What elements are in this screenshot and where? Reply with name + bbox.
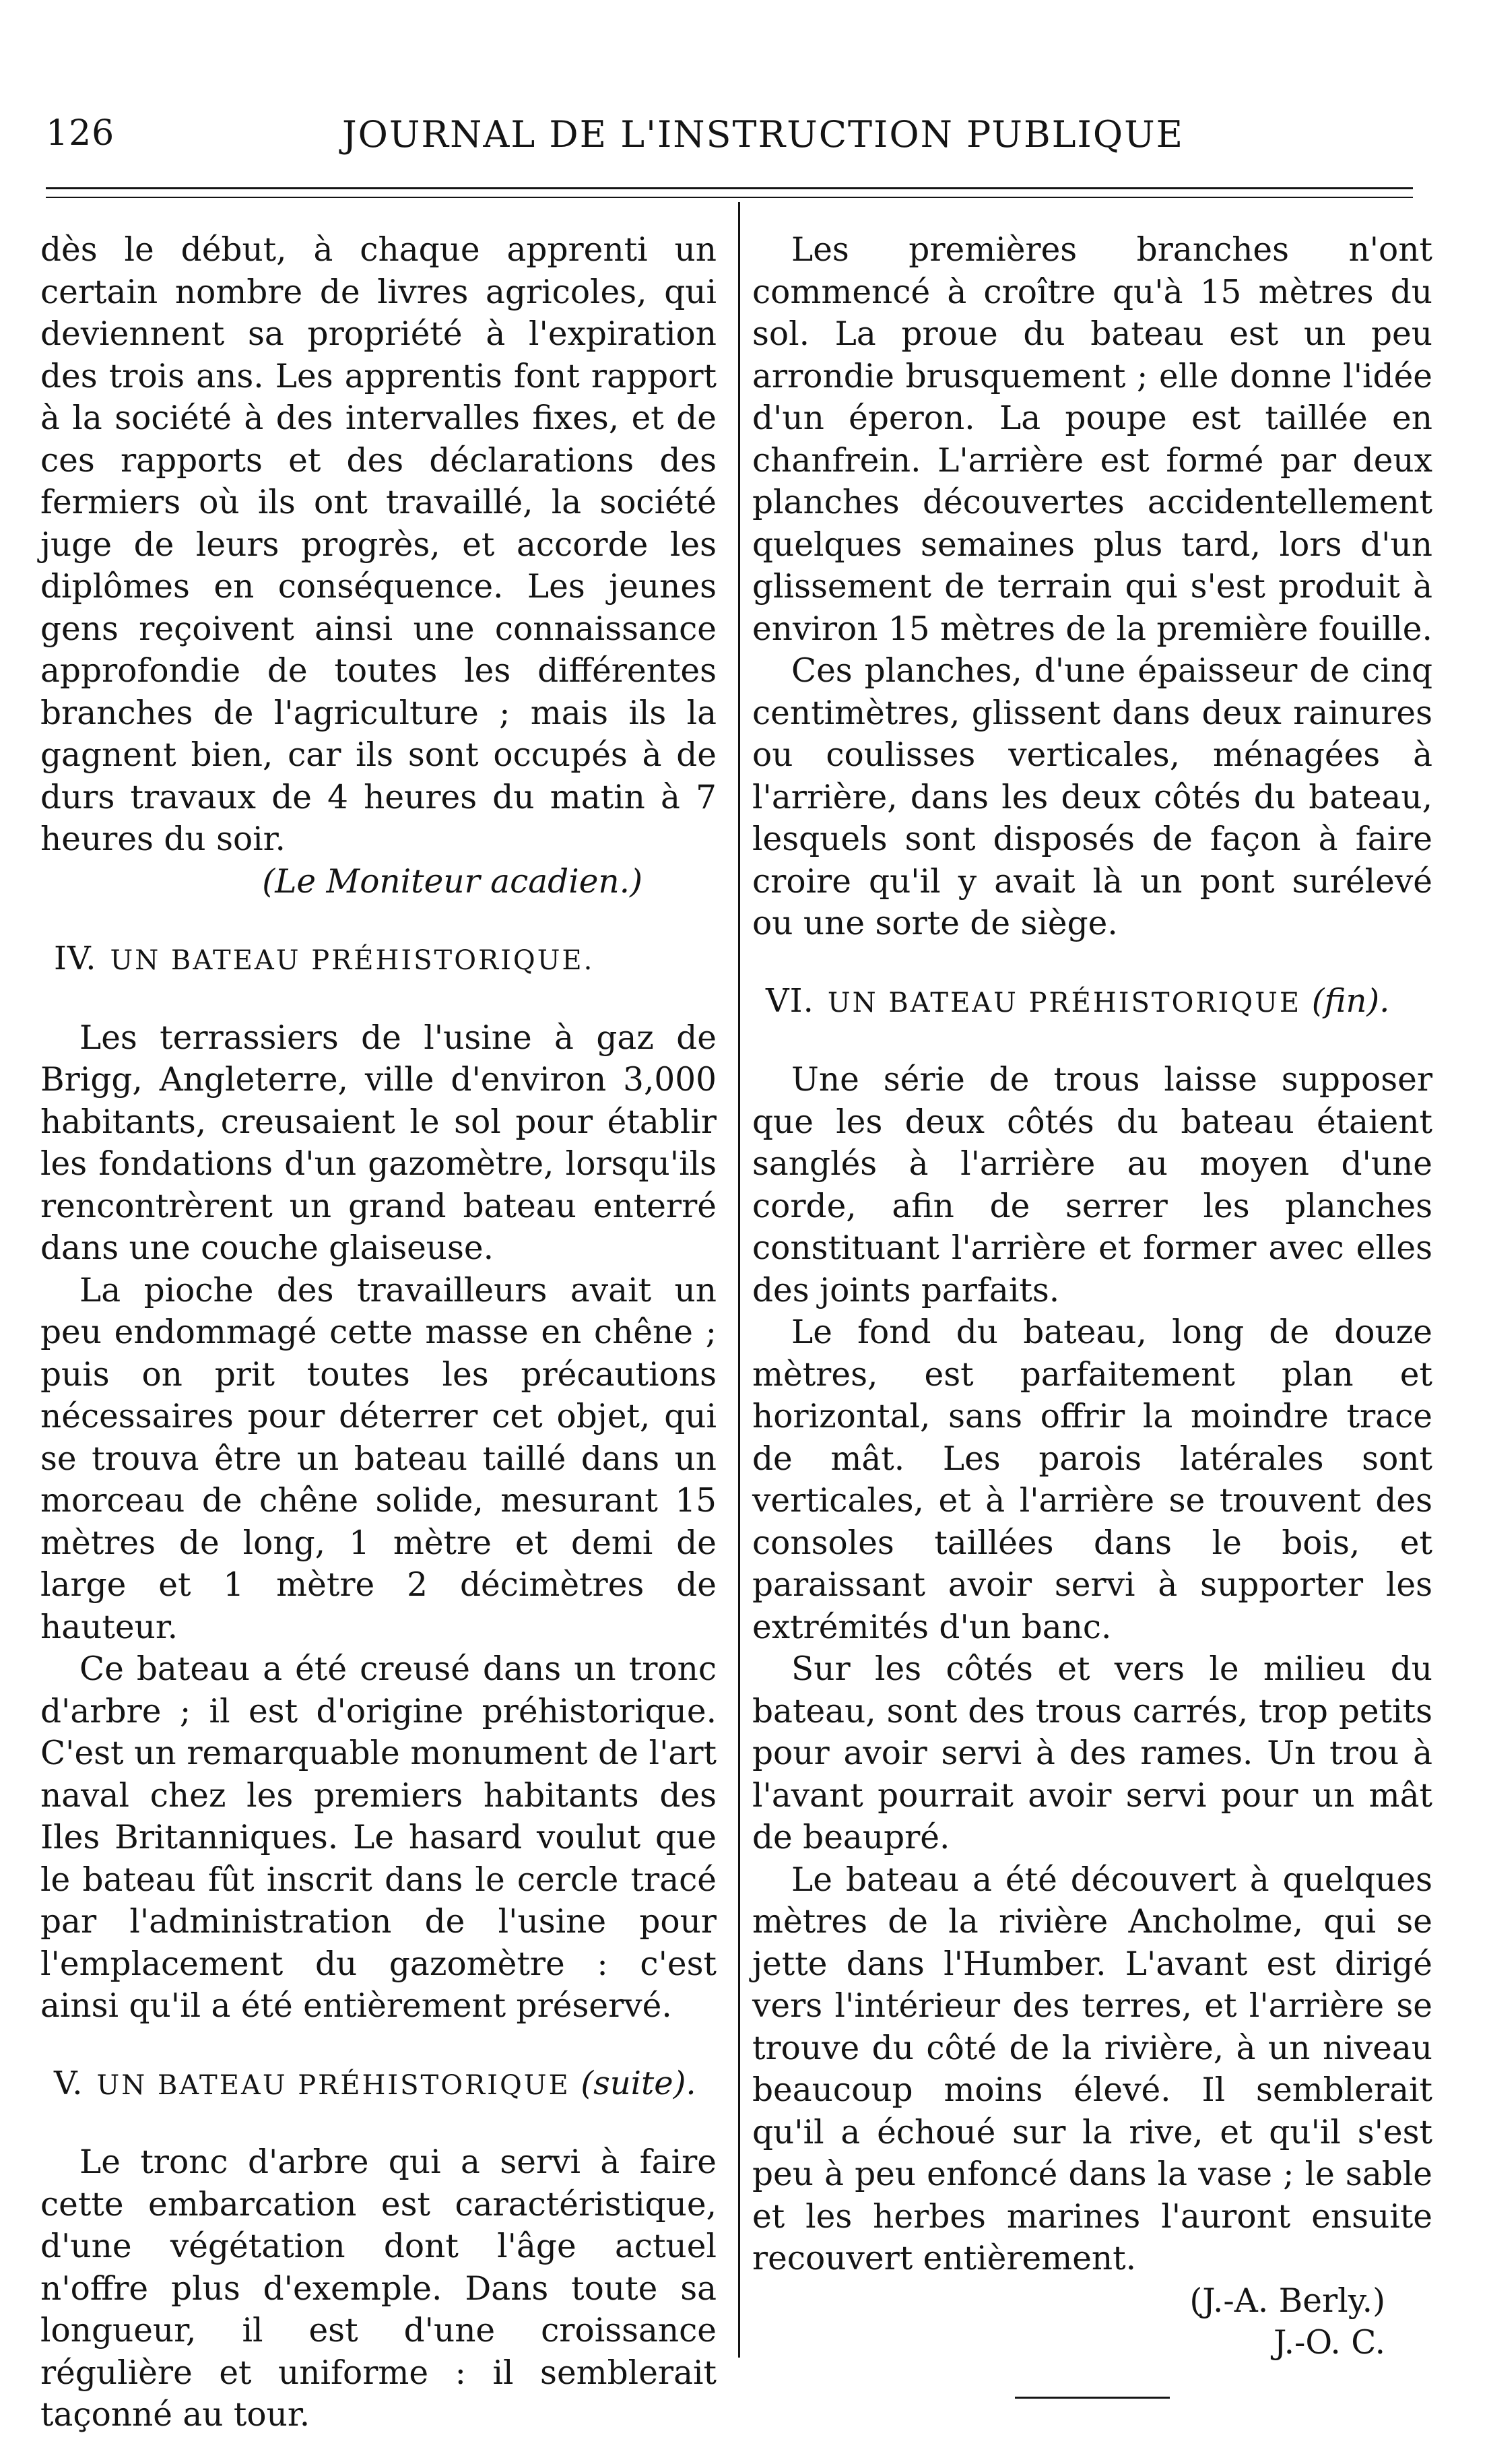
section-suffix: (suite). [581, 2064, 696, 2102]
paragraph: Ce bateau a été creusé dans un tronc d'arbre ; il est d'origine préhistorique. C'est un remarquable monument de l'art naval chez les premiers habitants des Iles Britanniques. Le hasard voulut que le bateau fût inscrit dans le cercle tracé par l'administration de l'usine pour l'emplacement du gazomètre : c'est ainsi qu'il a été entièrement préservé. [40, 1650, 717, 2025]
paragraph: Ces planches, d'une épaisseur de cinq centimètres, glissent dans deux rainures ou coulisses verticales, ménagées à l'arrière, dans les deux côtés du bateau, lesquels sont disposés de façon à faire croire qu'il y avait là un pont surélevé ou une sorte de siège. [752, 652, 1432, 942]
section-title: UN BATEAU PRÉHISTORIQUE [96, 2069, 570, 2101]
page-header [46, 113, 1413, 167]
section-title: UN BATEAU PRÉHISTORIQUE. [110, 945, 595, 976]
paragraph: Sur les côtés et vers le milieu du bateau, sont des trous carrés, trop petits pour avoir servi à des rames. Un trou à l'avant pourrait avoir servi pour un mât de beaupré. [752, 1650, 1432, 1856]
paragraph: dès le début, à chaque apprenti un certain nombre de livres agricoles, qui deviennent sa propriété à l'expiration des trois ans. Les apprentis font rapport à la société à des intervalles fixes, et de ces rapports et des déclarations des fermiers où ils ont travaillé, la société juge de leurs progrès, et accorde les diplômes en conséquence. Les jeunes gens reçoivent ainsi une connaissance approfondie de toutes les différentes branches de l'agriculture ; mais ils la gagnent bien, car ils sont occupés à de durs travaux de 4 heures du matin à 7 heures du soir. [40, 231, 717, 858]
section-heading-iv [40, 938, 717, 982]
section-number: VI. [766, 981, 814, 1020]
header-rule-secondary [46, 197, 1413, 198]
paragraph: La pioche des travailleurs avait un peu endommagé cette masse en chêne ; puis on prit toutes les précautions nécessaires pour déterrer cet objet, qui se trouva être un bateau taillé dans un morceau de chêne solide, mesurant 15 mètres de long, 1 mètre et demi de large et 1 mètre 2 décimètres de hauteur. [40, 1271, 717, 1646]
section-heading-v [40, 2063, 717, 2107]
editor-signature: J.-O. C. [1273, 2324, 1385, 2362]
paragraph: Une série de trous laisse supposer que les deux côtés du bateau étaient sanglés à l'arrière au moyen d'une corde, afin de serrer les planches constituant l'arrière et former avec elles des joints parfaits. [752, 1061, 1432, 1309]
left-column [40, 229, 717, 2436]
section-title: UN BATEAU PRÉHISTORIQUE [827, 987, 1302, 1018]
running-title: JOURNAL DE L'INSTRUCTION PUBLIQUE [342, 113, 1185, 156]
paragraph: Les premières branches n'ont commencé à croître qu'à 15 mètres du sol. La proue du bateau est un peu arrondie brusquement ; elle donne l'idée d'un éperon. La poupe est taillée en chanfrein. L'arrière est formé par deux planches découvertes accidentellement quelques semaines plus tard, lors d'un glissement de terrain qui s'est produit à environ 15 mètres de la première fouille. [752, 231, 1432, 648]
right-column [752, 229, 1432, 2399]
section-suffix: (fin). [1311, 981, 1390, 1020]
header-rule [46, 187, 1413, 189]
section-number: IV. [54, 940, 97, 977]
page-number: 126 [46, 113, 115, 154]
author-signature: (J.-A. Berly.) [1189, 2281, 1385, 2320]
section-number: V. [54, 2064, 84, 2102]
paragraph: Le tronc d'arbre qui a servi à faire cette embarcation est caractéristique, d'une végétation dont l'âge actuel n'offre plus d'exemple. Dans toute sa longueur, il est d'une croissance régulière et uniforme : il semblerait taçonné au tour. [40, 2143, 717, 2434]
paragraph: Les terrassiers de l'usine à gaz de Brigg, Angleterre, ville d'environ 3,000 habitants, creusaient le sol pour établir les fondations d'un gazomètre, lorsqu'ils rencontrèrent un grand bateau enterré dans une couche glaiseuse. [40, 1018, 717, 1267]
paragraph: Le bateau a été découvert à quelques mètres de la rivière Ancholme, qui se jette dans l'Humber. L'avant est dirigé vers l'intérieur des terres, et l'arrière se trouve du côté de la rivière, à un niveau beaucoup moins élevé. Il semblerait qu'il a échoué sur la rive, et qu'il s'est peu à peu enfoncé dans la vase ; le sable et les herbes marines l'auront ensuite recouvert entièrement. [752, 1860, 1432, 2277]
source-citation: (Le Moniteur acadien.) [262, 862, 642, 901]
end-rule [1015, 2397, 1170, 2399]
paragraph: Le fond du bateau, long de douze mètres, est parfaitement plan et horizontal, sans offrir la moindre trace de mât. Les parois latérales sont verticales, et à l'arrière se trouvent des consoles taillées dans le bois, et paraissant avoir servi à supporter les extrémités d'un banc. [752, 1314, 1432, 1646]
section-heading-vi [752, 980, 1432, 1025]
column-divider [738, 202, 740, 2358]
